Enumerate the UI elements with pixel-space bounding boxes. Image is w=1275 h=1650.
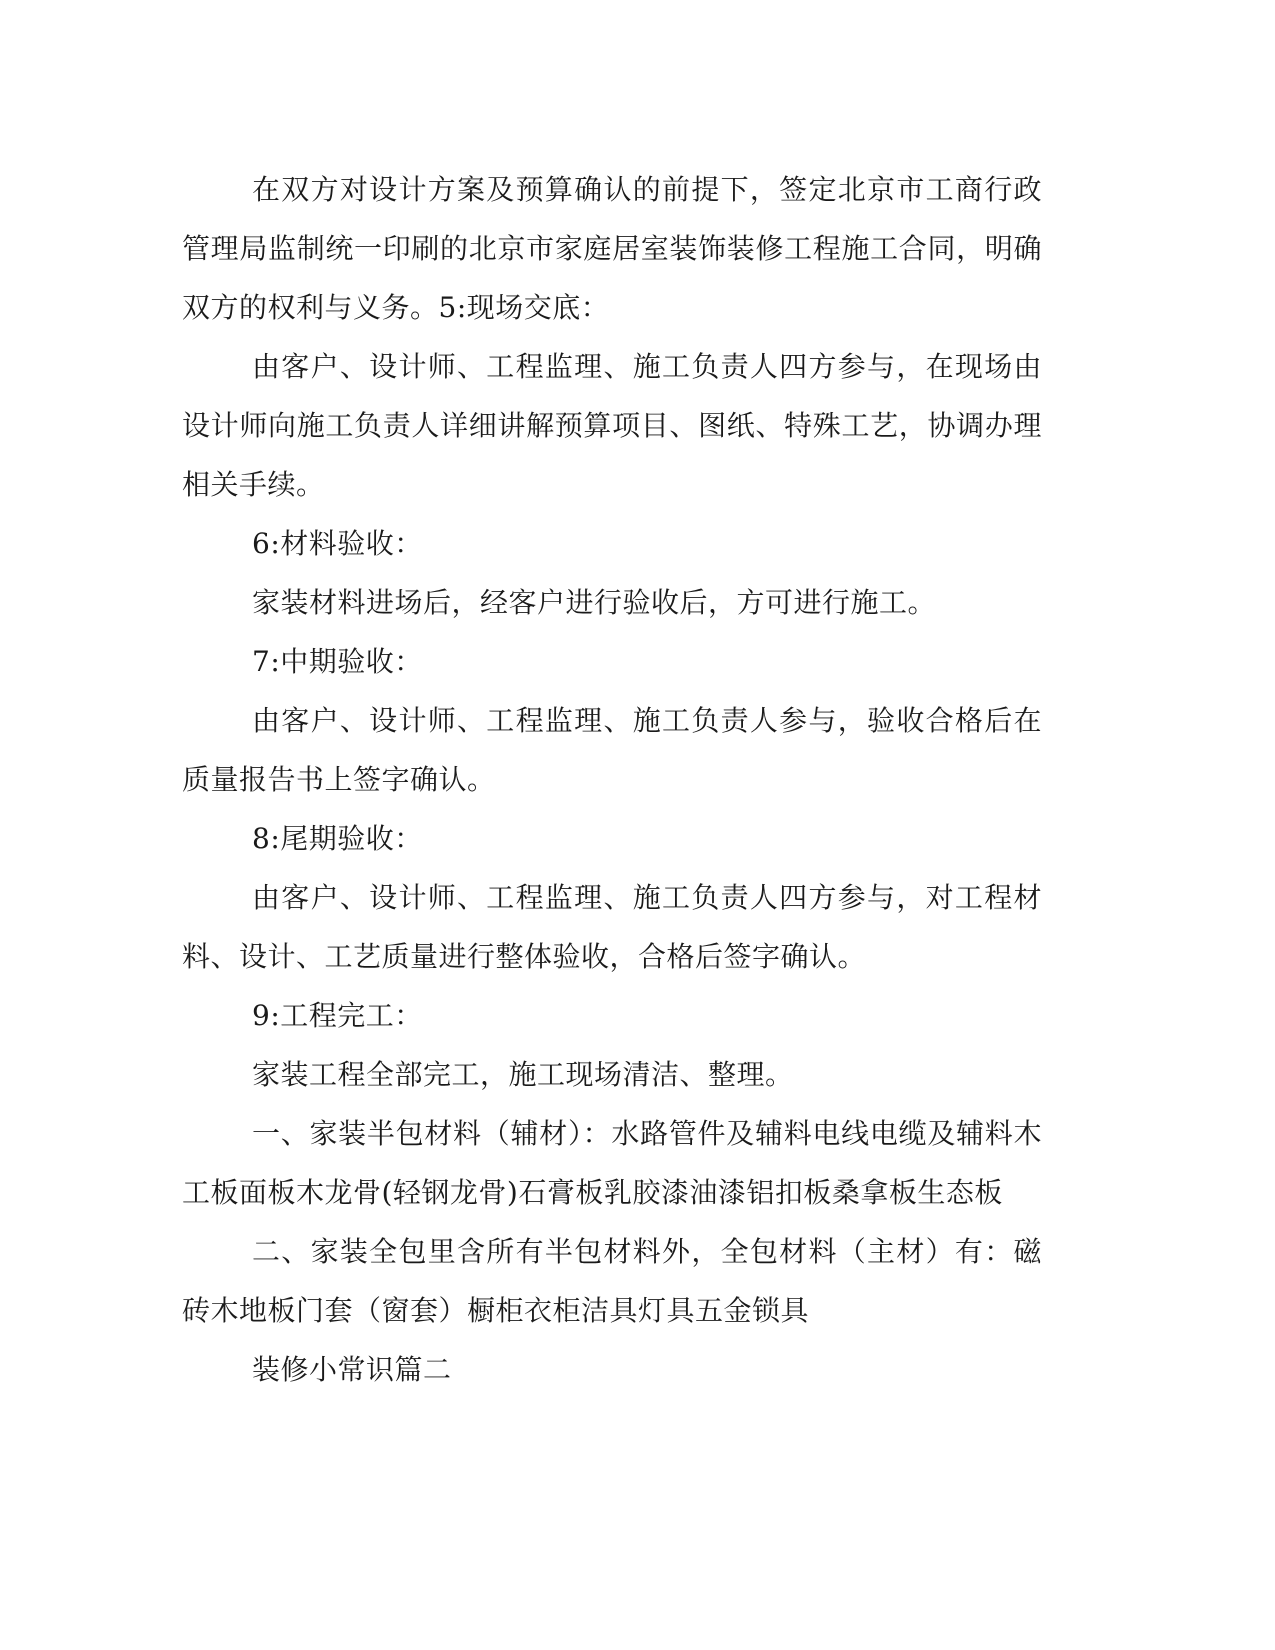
paragraph-full-package: 二、家装全包里含所有半包材料外，全包材料（主材）有：磁砖木地板门套（窗套）橱柜衣柜洁具灯具五金锁具 — [182, 1235, 1042, 1327]
document-body — [182, 160, 1042, 1399]
paragraph-midterm-inspection: 由客户、设计师、工程监理、施工负责人参与，验收合格后在质量报告书上签字确认。 — [182, 704, 1042, 796]
heading-midterm-inspection: 7:中期验收： — [252, 645, 423, 678]
paragraph-material-inspection: 家装材料进场后，经客户进行验收后，方可进行施工。 — [252, 586, 937, 619]
section-title: 装修小常识篇二 — [252, 1353, 452, 1386]
heading-material-inspection: 6:材料验收： — [252, 527, 423, 560]
paragraph-completion: 家装工程全部完工，施工现场清洁、整理。 — [252, 1058, 794, 1091]
paragraph-site-briefing: 由客户、设计师、工程监理、施工负责人四方参与，在现场由设计师向施工负责人详细讲解预算项目、图纸、特殊工艺，协调办理相关手续。 — [182, 350, 1042, 501]
heading-final-inspection: 8:尾期验收： — [252, 822, 423, 855]
paragraph-half-package: 一、家装半包材料（辅材）：水路管件及辅料电线电缆及辅料木工板面板木龙骨(轻钢龙骨)石膏板乳胶漆油漆铝扣板桑拿板生态板 — [182, 1117, 1042, 1209]
heading-completion: 9:工程完工： — [252, 999, 423, 1032]
paragraph-contract: 在双方对设计方案及预算确认的前提下，签定北京市工商行政管理局监制统一印刷的北京市家庭居室装饰装修工程施工合同，明确双方的权利与义务。5:现场交底： — [182, 173, 1042, 324]
paragraph-final-inspection: 由客户、设计师、工程监理、施工负责人四方参与，对工程材料、设计、工艺质量进行整体验收，合格后签字确认。 — [182, 881, 1042, 973]
